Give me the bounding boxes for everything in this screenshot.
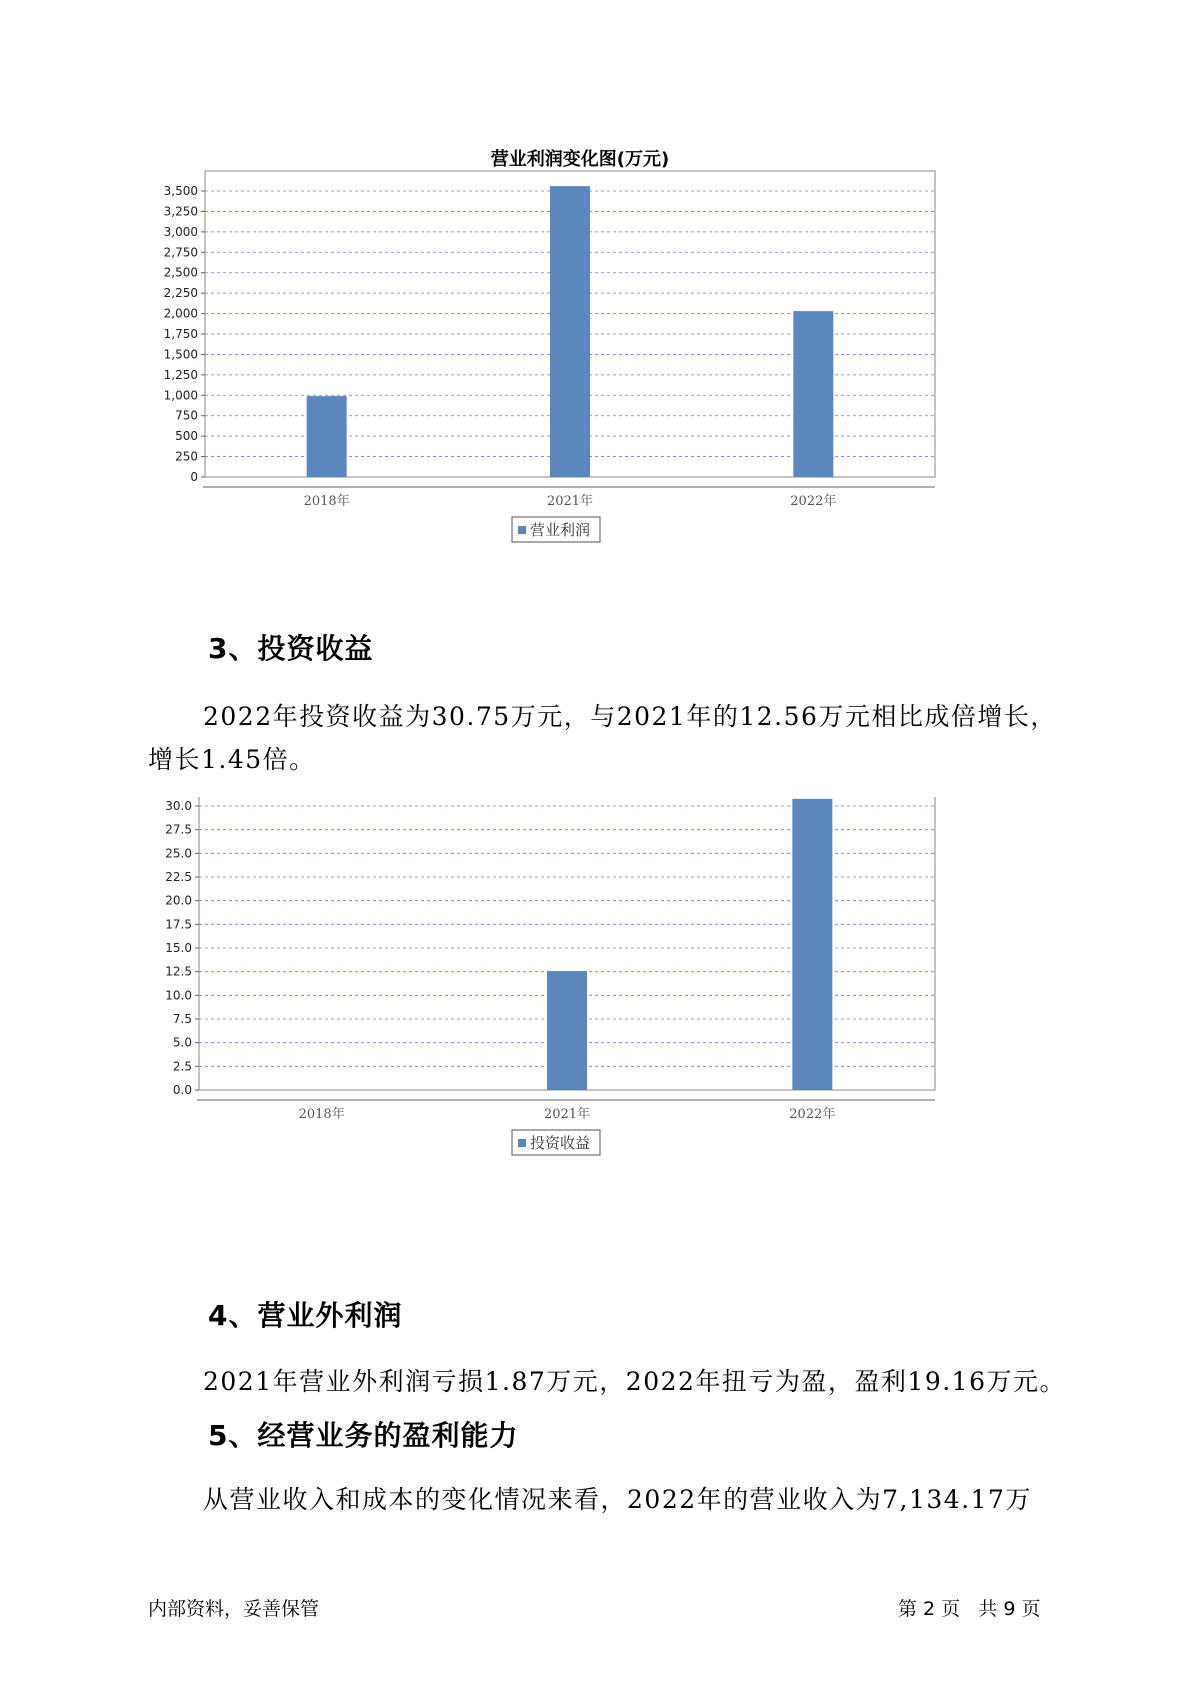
operating-profit-bar-chart [150,130,1010,590]
section-3-paragraph-line-1: 2022年投资收益为30.75万元，与2021年的12.56万元相比成倍增长， [203,702,1057,731]
bar [547,971,587,1090]
x-tick-label: 2022年 [789,1107,836,1122]
y-tick-label: 20.0 [165,893,192,908]
investment-income-bar-chart [150,797,1010,1257]
x-tick-label: 2018年 [298,1107,345,1122]
investment-income-chart [150,797,1010,1257]
legend-label: 营业利润 [530,521,591,539]
y-tick-label: 1,500 [163,347,198,362]
operating-profit-chart [150,130,1010,590]
y-tick-label: 3,250 [163,204,198,219]
x-tick-label: 2021年 [546,494,594,509]
bar [307,396,347,477]
y-tick-label: 2.5 [172,1059,192,1074]
bar [792,799,832,1090]
chart-title: 营业利润变化图(万元) [490,149,670,170]
y-tick-label: 2,250 [163,286,198,301]
y-tick-label: 12.5 [165,964,192,979]
y-tick-label: 1,750 [163,327,198,341]
y-tick-label: 10.0 [165,988,192,1003]
y-tick-label: 2,500 [163,265,198,280]
bar [550,186,590,477]
x-tick-label: 2021年 [543,1107,591,1122]
section-3-heading: 3、投资收益 [208,632,374,665]
y-tick-label: 3,000 [163,224,198,239]
y-tick-label: 3,500 [163,184,198,198]
y-tick-label: 250 [175,449,198,464]
bar [793,311,833,477]
y-tick-label: 1,000 [163,388,198,403]
section-5-paragraph: 从营业收入和成本的变化情况来看，2022年的营业收入为7,134.17万 [203,1485,1032,1514]
section-4-heading: 4、营业外利润 [208,1299,403,1332]
y-tick-label: 2,750 [163,245,198,260]
y-tick-label: 500 [175,429,198,444]
section-3-paragraph-line-2: 增长1.45倍。 [148,745,316,774]
footer-confidential-note: 内部资料，妥善保管 [148,1598,320,1620]
y-tick-label: 27.5 [165,822,192,837]
y-tick-label: 15.0 [165,941,192,955]
y-tick-label: 1,250 [163,367,198,382]
y-tick-label: 5.0 [172,1035,192,1050]
y-tick-label: 7.5 [172,1012,192,1026]
y-tick-label: 30.0 [165,799,192,813]
y-tick-label: 750 [175,408,198,423]
x-tick-label: 2018年 [303,494,350,509]
x-tick-label: 2022年 [790,494,837,509]
y-tick-label: 2,000 [163,306,198,321]
section-5-heading: 5、经营业务的盈利能力 [208,1419,519,1452]
section-4-paragraph: 2021年营业外利润亏损1.87万元，2022年扭亏为盈，盈利19.16万元。 [203,1367,1066,1396]
y-tick-label: 22.5 [165,870,192,884]
legend-swatch [518,1139,526,1147]
y-tick-label: 25.0 [165,846,192,861]
legend-swatch [518,526,526,534]
footer-page-number: 第 2 页 共 9 页 [898,1598,1041,1620]
y-tick-label: 0 [190,470,198,484]
y-tick-label: 17.5 [165,917,192,932]
legend-label: 投资收益 [530,1134,591,1152]
y-tick-label: 0.0 [172,1083,192,1097]
